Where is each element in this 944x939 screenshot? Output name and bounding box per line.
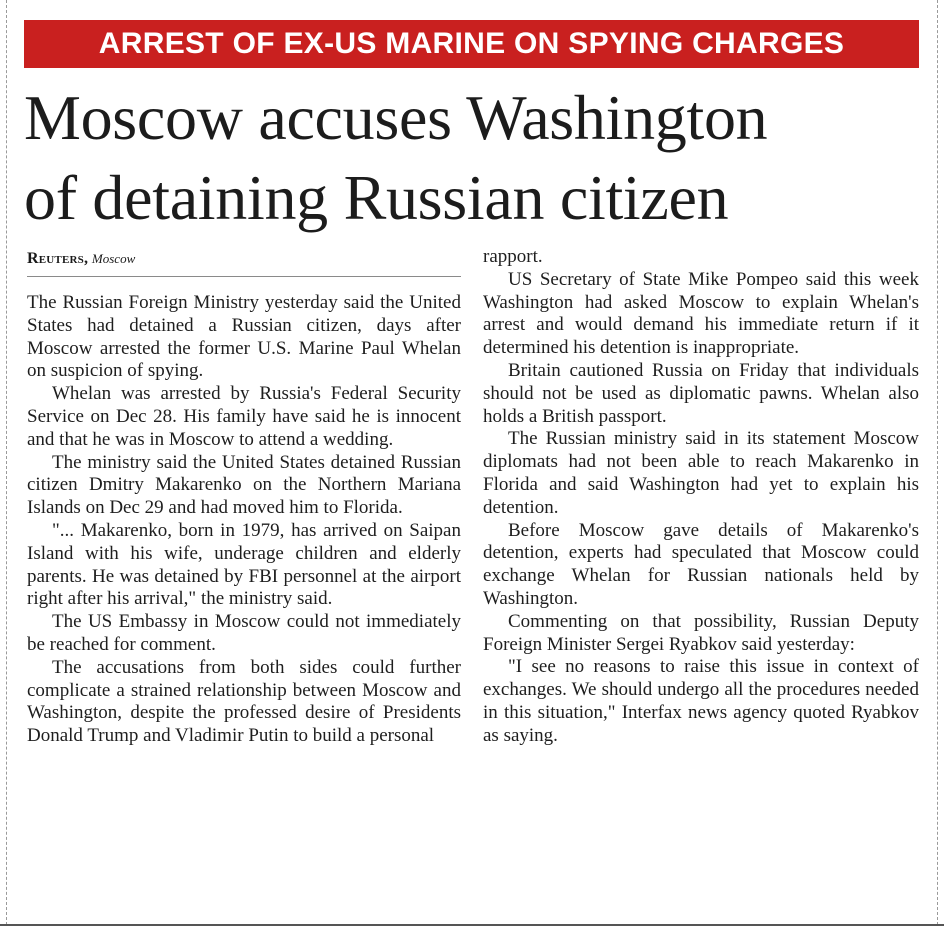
article-paragraph: US Secretary of State Mike Pompeo said this week Washington had asked Moscow to explain Whelan's arrest and would demand his immediate return if it determined his detention is inappropriate. [483,268,919,359]
article-paragraph: The US Embassy in Moscow could not immediately be reached for comment. [27,611,461,655]
article-paragraph: Britain cautioned Russia on Friday that individuals should not be used as diplomatic pawns. Whelan also holds a British passport. [483,359,919,427]
byline-agency: Reuters, [27,250,89,267]
article-paragraph: Before Moscow gave details of Makarenko's detention, experts had speculated that Moscow could exchange Whelan for Russian nationals held by Washington. [483,519,919,609]
article-continuation: rapport. [483,246,543,267]
article-paragraph: "I see no reasons to raise this issue in context of exchanges. We should undergo all the procedures needed in this situation," Interfax news agency quoted Ryabkov as saying. [483,656,919,746]
kicker-banner: ARREST OF EX-US MARINE ON SPYING CHARGES [24,20,919,68]
article-paragraph: The Russian ministry said in its statement Moscow diplomats had not been able to reach Makarenko in Florida and said Washington had yet to explain his detention. [483,428,919,518]
byline-place: Moscow [91,251,136,266]
bottom-rule [0,924,944,926]
headline-line-1: Moscow accuses Washington [24,82,768,153]
headline-line-2: of detaining Russian citizen [24,162,729,233]
page-right-edge [937,0,939,925]
article-column-right [483,246,919,748]
article-column-left [27,292,461,748]
article-paragraph: The Russian Foreign Ministry yesterday said the United States had detained a Russian citizen, days after Moscow arrested the former U.S. Marine Paul Whelan on suspicion of spying. [27,292,461,382]
article-paragraph: The ministry said the United States detained Russian citizen Dmitry Makarenko on the Northern Mariana Islands on Dec 29 and had moved him to Florida. [27,451,461,519]
headline [24,78,924,238]
page-left-edge [6,0,8,925]
article-paragraph: The accusations from both sides could further complicate a strained relationship between Moscow and Washington, despite the professed desire of Presidents Donald Trump and Vladimir Putin to build a personal [27,656,461,747]
article-paragraph: Commenting on that possibility, Russian Deputy Foreign Minister Sergei Ryabkov said yesterday: [483,610,919,655]
article-paragraph: Whelan was arrested by Russia's Federal Security Service on Dec 28. His family have said he is innocent and that he was in Moscow to attend a wedding. [27,383,461,450]
article-paragraph: "... Makarenko, born in 1979, has arrived on Saipan Island with his wife, underage children and elderly parents. He was detained by FBI personnel at the airport right after his arrival," the ministry said. [27,519,461,610]
byline [27,246,461,277]
